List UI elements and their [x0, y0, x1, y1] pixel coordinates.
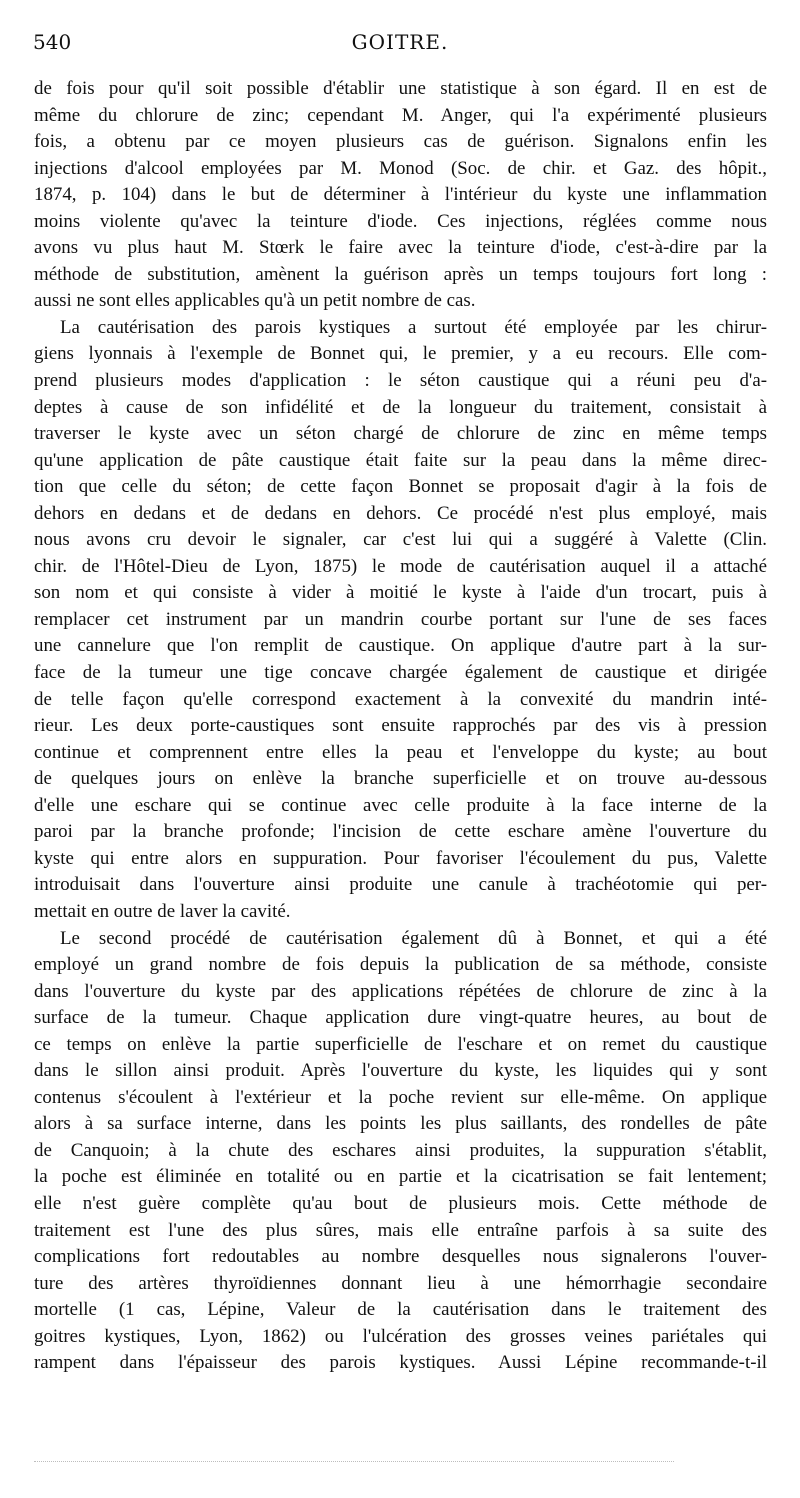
- text-line: elle n'est guère complète qu'au bout de plusieurs mois. Cette méthode de: [34, 1192, 767, 1214]
- text-line: rampent dans l'épaisseur des parois kystiques. Aussi Lépine recommande-t-il: [34, 1352, 767, 1374]
- text-line: fois, a obtenu par ce moyen plusieurs cas de guérison. Signalons enfin les: [34, 131, 767, 153]
- text-line: ce temps on enlève la partie superficielle de l'eschare et on remet du caustique: [34, 1033, 767, 1055]
- text-line: mortelle (1 cas, Lépine, Valeur de la cautérisation dans le traitement des: [34, 1299, 767, 1321]
- text-line: remplacer cet instrument par un mandrin courbe portant sur l'une de ses faces: [34, 608, 767, 630]
- text-line: mettait en outre de laver la cavité.: [34, 900, 291, 922]
- text-line: chir. de l'Hôtel-Dieu de Lyon, 1875) le mode de cautérisation auquel il a attaché: [34, 555, 767, 577]
- text-line: continue et comprennent entre elles la peau et l'enveloppe du kyste; au bout: [34, 741, 767, 763]
- text-line: tion que celle du séton; de cette façon Bonnet se proposait d'agir à la fois de: [34, 476, 767, 498]
- text-line: complications fort redoutables au nombre desquelles nous signalerons l'ouver-: [34, 1246, 767, 1268]
- text-line: La cautérisation des parois kystiques a surtout été employée par les chirur-: [60, 316, 767, 338]
- page-number: 540: [33, 30, 72, 54]
- text-line: qu'une application de pâte caustique était faite sur la peau dans la même direc-: [34, 449, 767, 471]
- text-line: traverser le kyste avec un séton chargé de chlorure de zinc en même temps: [34, 423, 767, 445]
- text-line: de fois pour qu'il soit possible d'établir une statistique à son égard. Il en est de: [34, 78, 767, 99]
- text-line: contenus s'écoulent à l'extérieur et la poche revient sur elle-même. On applique: [34, 1086, 767, 1108]
- text-line: alors à sa surface interne, dans les points les plus saillants, des rondelles de pâte: [34, 1113, 767, 1135]
- text-line: dehors en dedans et de dedans en dehors. Ce procédé n'est plus employé, mais: [34, 502, 767, 524]
- text-line: giens lyonnais à l'exemple de Bonnet qui, le premier, y a eu recours. Elle com-: [34, 343, 767, 365]
- text-line: traitement est l'une des plus sûres, mais elle entraîne parfois à sa suite des: [34, 1219, 767, 1241]
- text-line: deptes à cause de son infidélité et de la longueur du traitement, consistait à: [34, 396, 767, 418]
- text-line: avons vu plus haut M. Stœrk le faire avec la teinture d'iode, c'est-à-dire par la: [34, 237, 767, 259]
- text-line: face de la tumeur une tige concave chargée également de caustique et dirigée: [34, 662, 767, 684]
- text-line: surface de la tumeur. Chaque application dure vingt-quatre heures, au bout de: [34, 1007, 767, 1029]
- text-line: moins violente qu'avec la teinture d'iode. Ces injections, réglées comme nous: [34, 210, 767, 232]
- text-line: employé un grand nombre de fois depuis la publication de sa méthode, consiste: [34, 954, 767, 976]
- running-title: GOITRE.: [351, 30, 449, 54]
- text-line: injections d'alcool employées par M. Monod (Soc. de chir. et Gaz. des hôpit.,: [34, 157, 767, 179]
- text-line: kyste qui entre alors en suppuration. Pour favoriser l'écoulement du pus, Valette: [34, 847, 767, 869]
- text-line: de Canquoin; à la chute des eschares ainsi produites, la suppuration s'établit,: [34, 1139, 767, 1161]
- text-line: ture des artères thyroïdiennes donnant lieu à une hémorrhagie secondaire: [34, 1272, 767, 1294]
- text-line: de telle façon qu'elle correspond exactement à la convexité du mandrin inté-: [34, 688, 767, 710]
- text-line: d'elle une eschare qui se continue avec celle produite à la face interne de la: [34, 794, 767, 816]
- text-line: la poche est éliminée en totalité ou en partie et la cicatrisation se fait lentement;: [34, 1166, 767, 1188]
- text-line: dans l'ouverture du kyste par des applications répétées de chlorure de zinc à la: [34, 980, 767, 1002]
- footer-divider: [34, 1461, 674, 1462]
- text-line: 1874, p. 104) dans le but de déterminer à l'intérieur du kyste une inflammation: [34, 184, 767, 206]
- text-line: prend plusieurs modes d'application : le séton caustique qui a réuni peu d'a-: [34, 370, 767, 392]
- page-header: [33, 30, 767, 60]
- text-line: dans le sillon ainsi produit. Après l'ouverture du kyste, les liquides qui y sont: [34, 1060, 767, 1082]
- text-line: nous avons cru devoir le signaler, car c'est lui qui a suggéré à Valette (Clin.: [34, 529, 767, 551]
- text-line: son nom et qui consiste à vider à moitié le kyste à l'aide d'un trocart, puis à: [34, 582, 767, 604]
- text-line: méthode de substitution, amènent la guérison après un temps toujours fort long :: [34, 263, 767, 285]
- text-line: rieur. Les deux porte-caustiques sont ensuite rapprochés par des vis à pression: [34, 715, 767, 737]
- text-line: introduisait dans l'ouverture ainsi produite une canule à trachéotomie qui per-: [34, 874, 767, 896]
- body-text: [34, 76, 767, 1377]
- text-line: goitres kystiques, Lyon, 1862) ou l'ulcération des grosses veines pariétales qui: [34, 1325, 767, 1347]
- text-line: Le second procédé de cautérisation également dû à Bonnet, et qui a été: [60, 927, 767, 949]
- text-line: même du chlorure de zinc; cependant M. Anger, qui l'a expérimenté plusieurs: [34, 104, 767, 126]
- text-line: de quelques jours on enlève la branche superficielle et on trouve au-dessous: [34, 768, 767, 790]
- text-line: une cannelure que l'on remplit de caustique. On applique d'autre part à la sur-: [34, 635, 767, 657]
- text-line: paroi par la branche profonde; l'incision de cette eschare amène l'ouverture du: [34, 821, 767, 843]
- text-line: aussi ne sont elles applicables qu'à un petit nombre de cas.: [34, 290, 476, 312]
